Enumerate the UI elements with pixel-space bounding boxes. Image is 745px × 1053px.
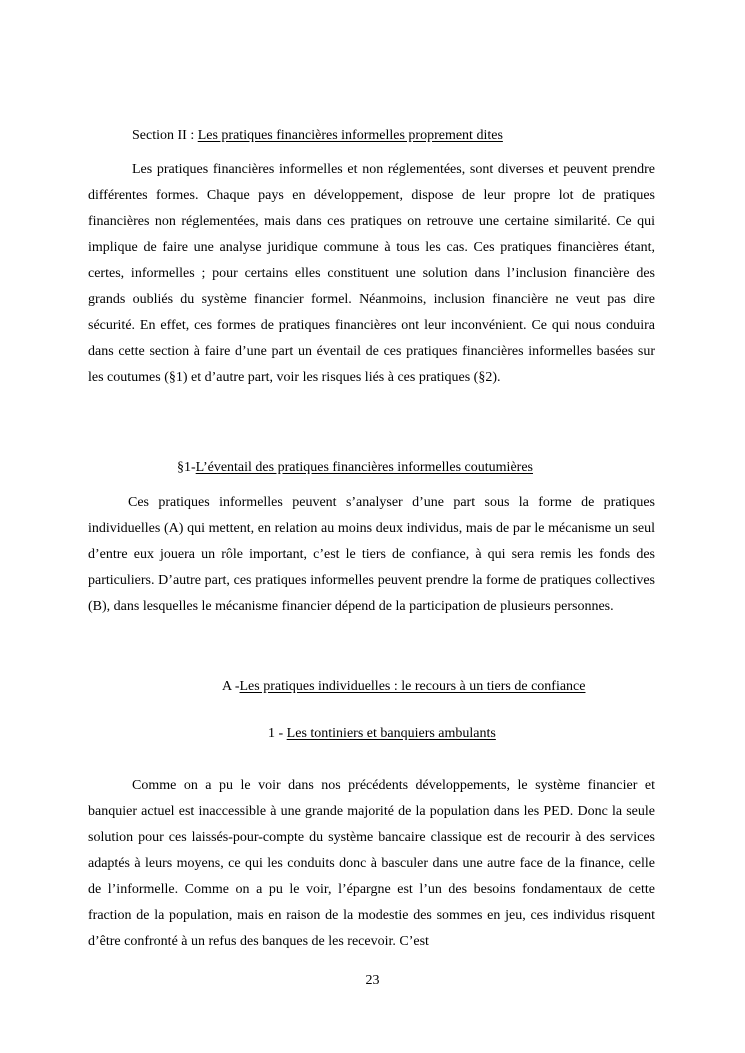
subsection-a-title: Les pratiques individuelles : le recours à un tiers de confiance [239, 679, 586, 694]
subsection-1-title: Les tontiniers et banquiers ambulants [286, 726, 496, 741]
paragraph1-prefix: §1- [177, 460, 196, 475]
page-number: 23 [365, 973, 380, 988]
eventail-paragraph: Ces pratiques informelles peuvent s’analyser d’une part sous la forme de pratiques individuelles (A) qui mettent, en relation au moins deux individus, mais de par le mécanisme un seul d’entre eux jouera un rôle important, c’est le tiers de confiance, à qui sera remis les fonds des particuliers. D’autre part, ces pratiques informelles peuvent prendre la forme de pratiques collectives (B), dans lesquelles le mécanisme financier dépend de la participation de plusieurs personnes. [88, 495, 655, 614]
subsection-1-heading [268, 725, 496, 743]
intro-paragraph: Les pratiques financières informelles et non réglementées, sont diverses et peuvent prendre différentes formes. Chaque pays en développement, dispose de leur propre lot de pratiques financières non réglementées, mais dans ces pratiques on retrouve une certaine similarité. Ce qui implique de faire une analyse juridique commune à tous les cas. Ces pratiques financières étant, certes, informelles ; pour certains elles constituent une solution dans l’inclusion financière des grands oubliés du système financier formel. Néanmoins, inclusion financière ne veut pas dire sécurité. En effet, ces formes de pratiques financières ont leur inconvénient. Ce qui nous conduira dans cette section à faire d’une part un éventail de ces pratiques financières informelles basées sur les coutumes (§1) et d’autre part, voir les risques liés à ces pratiques (§2). [88, 162, 655, 385]
subsection-a-heading [222, 678, 586, 696]
section-heading [132, 127, 503, 145]
subsection-1-prefix: 1 - [268, 726, 287, 741]
section-prefix: Section II : [132, 128, 198, 143]
paragraph1-title: L’éventail des pratiques financières informelles coutumières [195, 460, 533, 475]
section-title: Les pratiques financières informelles proprement dites [197, 128, 503, 143]
subsection-a-prefix: A - [222, 679, 240, 694]
paragraph1-heading [177, 459, 533, 477]
tontiniers-paragraph: Comme on a pu le voir dans nos précédents développements, le système financier et banquier actuel est inaccessible à une grande majorité de la population dans les PED. Donc la seule solution pour ces laissés-pour-compte du système bancaire classique est de recourir à des services adaptés à leurs moyens, ce qui les conduits donc à basculer dans une autre face de la finance, celle de l’informelle. Comme on a pu le voir, l’épargne est l’un des besoins fondamentaux de cette fraction de la population, mais en raison de la modestie des sommes en jeu, ces individus risquent d’être confronté à un refus des banques de les recevoir. C’est [88, 778, 655, 949]
